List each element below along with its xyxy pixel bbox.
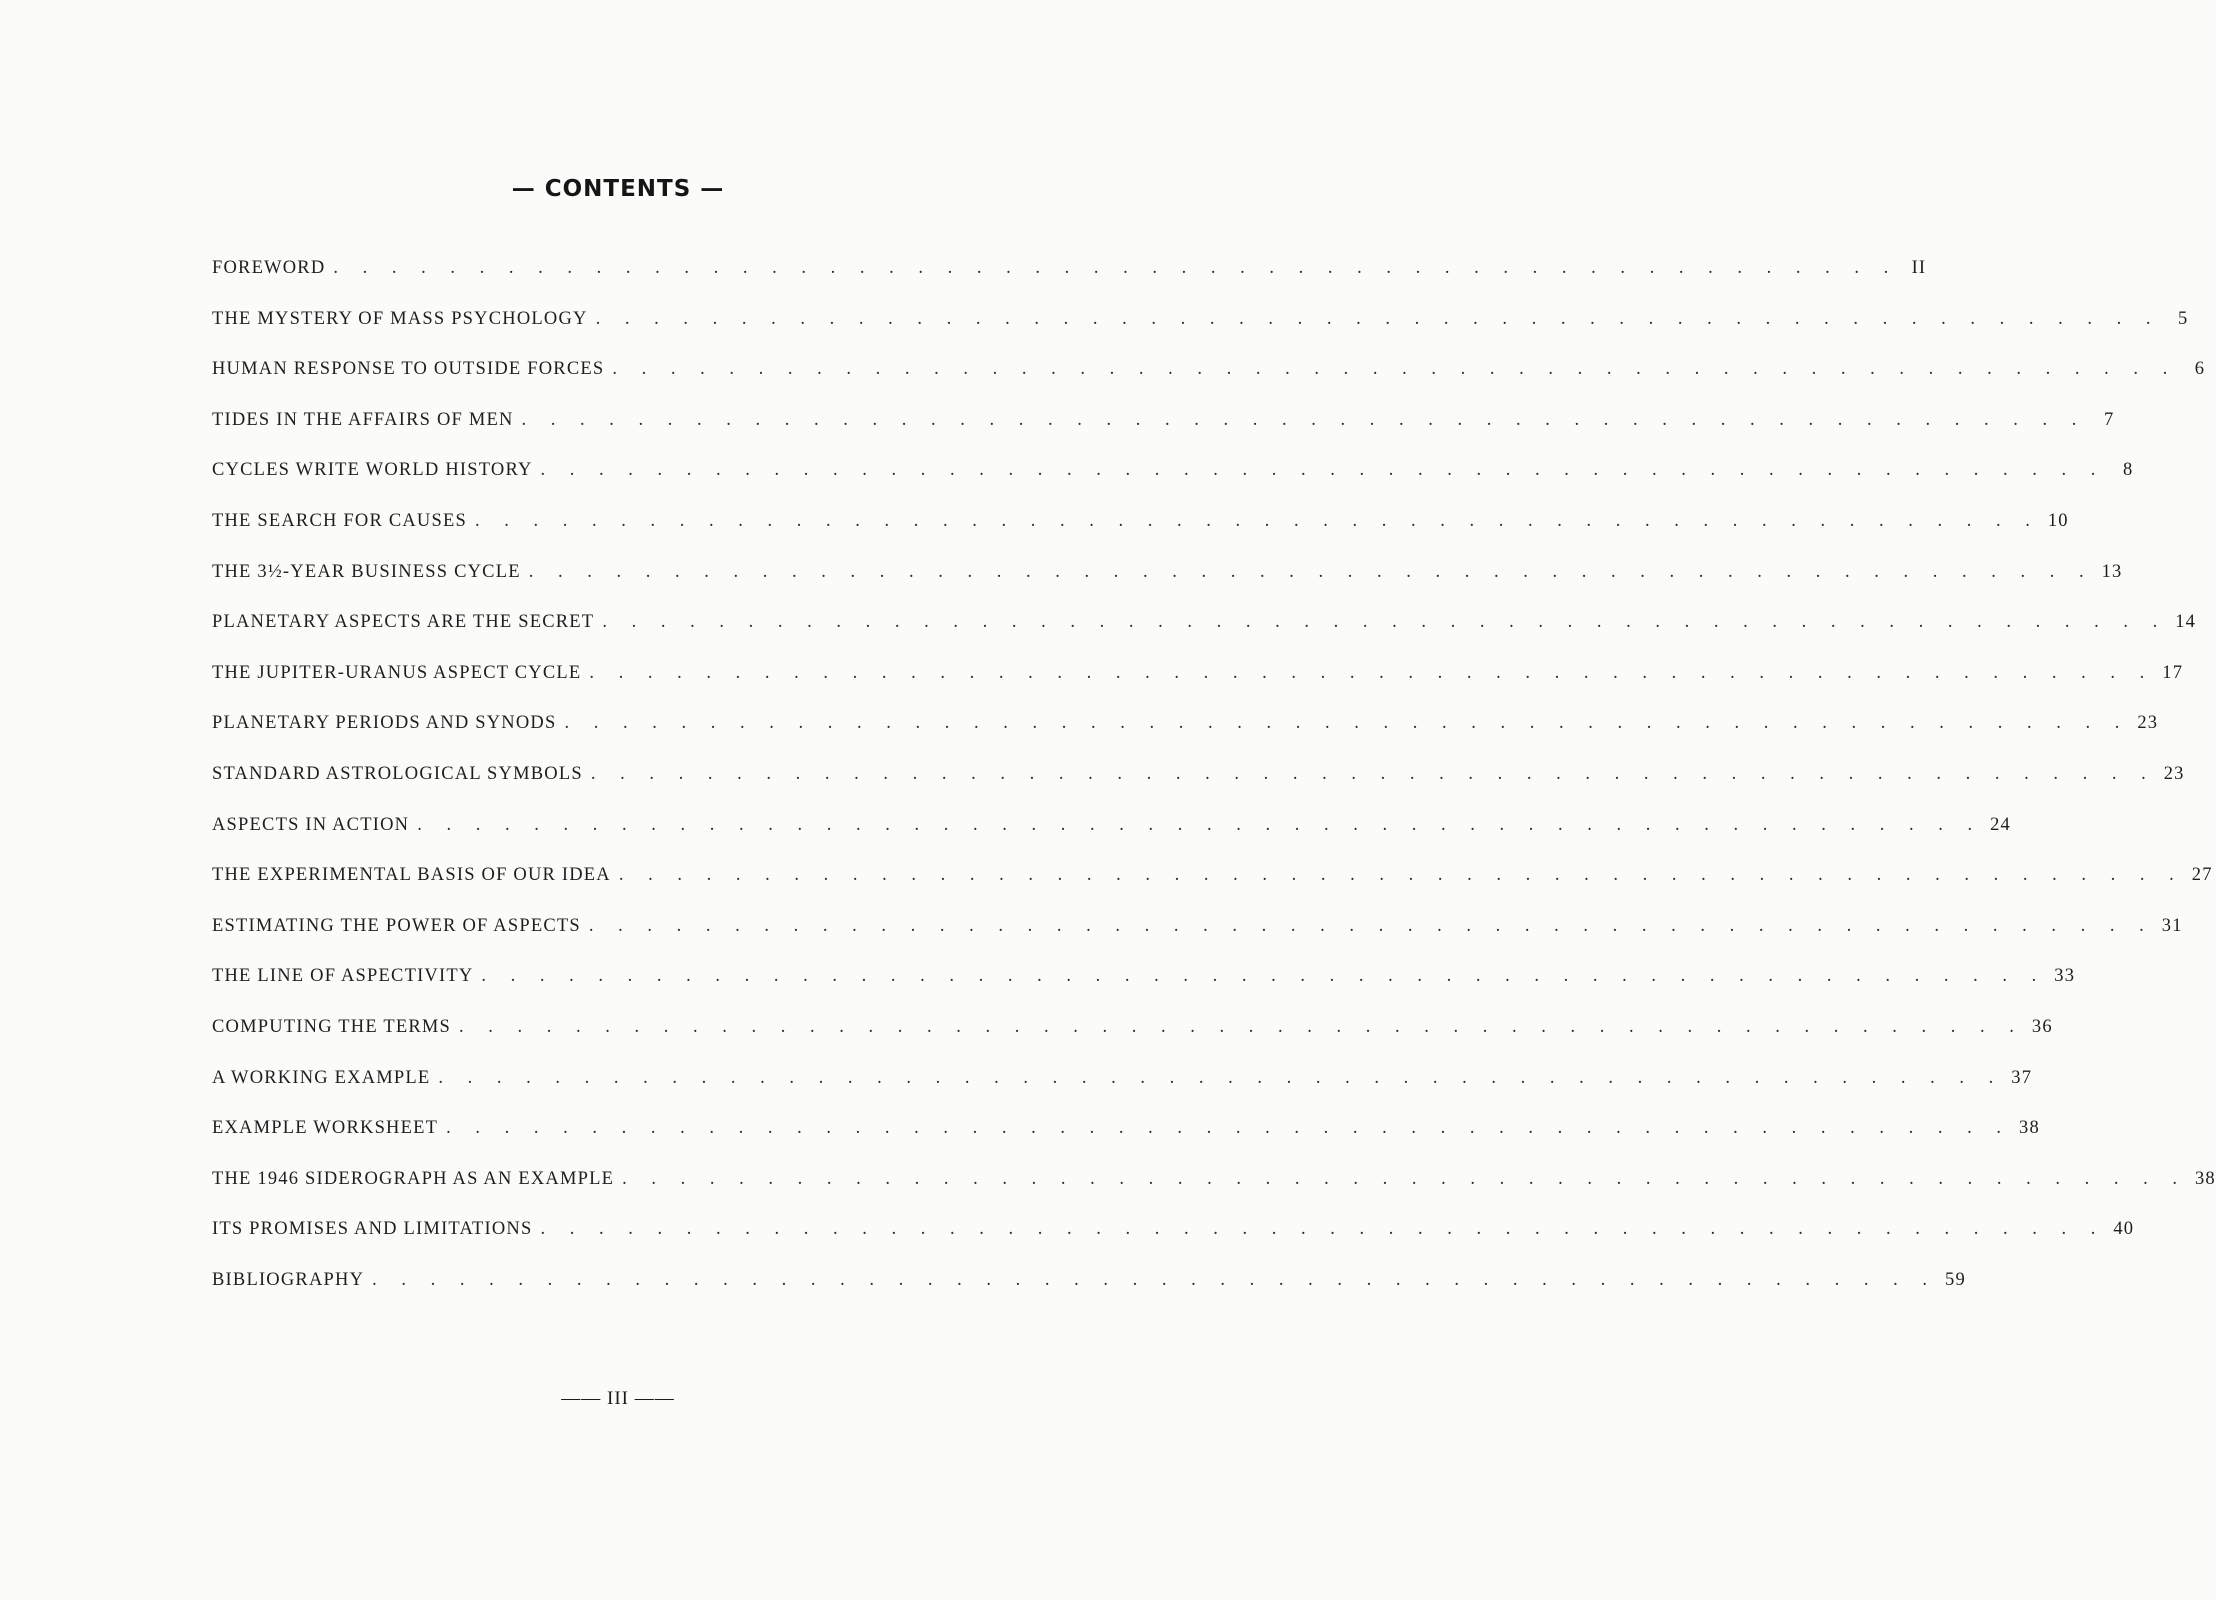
dot-leader: . . . . . . . . . . . . . . . . . . . . . . . . . . . . . . . . . . . . . . . . . . . . . . . . . . . . . . [589,662,2155,683]
toc-page-number: 38 [2019,1118,2040,1139]
dot-leader: . . . . . . . . . . . . . . . . . . . . . . . . . . . . . . . . . . . . . . . . . . . . . . . . . . . . . . [612,359,2178,380]
toc-entry [212,763,2185,815]
dot-leader: . . . . . . . . . . . . . . . . . . . . . . . . . . . . . . . . . . . . . . . . . . . . . . . . . . . . . . [372,1269,1938,1290]
toc-page-number: 7 [2103,409,2115,430]
toc-entry-title: EXAMPLE WORKSHEET [212,1118,439,1139]
toc-page-number: 59 [1945,1269,1966,1290]
toc-entry [212,1118,2040,1169]
dot-leader: . . . . . . . . . . . . . . . . . . . . . . . . . . . . . . . . . . . . . . . . . . . . . . . . . . . . . . [618,865,2184,886]
toc-page-number: 6 [2194,359,2206,380]
toc-entry [212,409,2115,461]
toc-page-number: 24 [1990,814,2011,835]
toc-entry-title: THE 3½-YEAR BUSINESS CYCLE [212,561,521,582]
dot-leader: . . . . . . . . . . . . . . . . . . . . . . . . . . . . . . . . . . . . . . . . . . . . . . . . . . . . . . [521,409,2087,430]
dot-leader: . . . . . . . . . . . . . . . . . . . . . . . . . . . . . . . . . . . . . . . . . . . . . . . . . . . . . . [474,510,2040,531]
dot-leader: . . . . . . . . . . . . . . . . . . . . . . . . . . . . . . . . . . . . . . . . . . . . . . . . . . . . . . [417,814,1983,835]
dot-leader: . . . . . . . . . . . . . . . . . . . . . . . . . . . . . . . . . . . . . . . . . . . . . . . . . . . . . . [588,915,2154,936]
dot-leader: . . . . . . . . . . . . . . . . . . . . . . . . . . . . . . . . . . . . . . . . . . . . . . . . . . . . . . [446,1118,2011,1139]
toc-entry-title: HUMAN RESPONSE TO OUTSIDE FORCES [212,359,605,380]
toc-page-number: 10 [2047,510,2069,531]
toc-entry-title: THE MYSTERY OF MASS PSYCHOLOGY [212,308,588,329]
toc-entry [212,814,2011,866]
toc-page-number: 27 [2191,865,2213,886]
toc-page-number: 23 [2137,713,2159,734]
toc-entry [212,460,2134,511]
toc-entry [212,561,2123,613]
dot-leader: . . . . . . . . . . . . . . . . . . . . . . . . . . . . . . . . . . . . . . . . . . . . . . . . . . . . . . [622,1168,2187,1189]
dot-leader: . . . . . . . . . . . . . . . . . . . . . . . . . . . . . . . . . . . . . . . . . . . . . . . . . . . . . . [481,966,2047,987]
toc-page-number: 40 [2113,1219,2135,1240]
toc-entry-title: BIBLIOGRAPHY [212,1269,365,1290]
dot-leader: . . . . . . . . . . . . . . . . . . . . . . . . . . . . . . . . . . . . . . . . . . . . . . . . . . . . . . [602,612,2168,633]
toc-page-number: 37 [2011,1067,2033,1088]
dot-leader: . . . . . . . . . . . . . . . . . . . . . . . . . . . . . . . . . . . . . . . . . . . . . . . . . . . . . . [528,561,2094,582]
dot-leader: . . . . . . . . . . . . . . . . . . . . . . . . . . . . . . . . . . . . . . . . . . . . . . . . . . . . . . [590,763,2156,784]
toc-entry-title: PLANETARY ASPECTS ARE THE SECRET [212,612,595,633]
toc-entry [212,966,2076,1017]
toc-entry-title: THE JUPITER-URANUS ASPECT CYCLE [212,662,582,683]
toc-entry-title: ITS PROMISES AND LIMITATIONS [212,1219,533,1240]
toc-entry-title: STANDARD ASTROLOGICAL SYMBOLS [212,763,583,784]
dot-leader: . . . . . . . . . . . . . . . . . . . . . . . . . . . . . . . . . . . . . . . . . . . . . . . . . . . . . . [333,258,1899,278]
toc-entry [212,1219,2135,1270]
toc-entry-title: FOREWORD [212,258,326,278]
dot-leader: . . . . . . . . . . . . . . . . . . . . . . . . . . . . . . . . . . . . . . . . . . . . . . . . . . . . . . [540,1219,2106,1240]
toc-page-number: 17 [2162,662,2184,683]
toc-entry [212,510,2069,562]
page-title: — CONTENTS — [511,176,725,202]
toc-entry-title: ASPECTS IN ACTION [212,814,410,835]
toc-entry [212,865,2213,916]
toc-entry-title: A WORKING EXAMPLE [212,1067,431,1088]
toc-entry-title: COMPUTING THE TERMS [212,1016,452,1037]
toc-entry-title: ESTIMATING THE POWER OF ASPECTS [212,915,581,936]
toc-entry-title: THE LINE OF ASPECTIVITY [212,966,474,987]
toc-entry [212,359,2206,410]
table-of-contents [212,258,2216,1320]
toc-entry [212,713,2159,764]
dot-leader: . . . . . . . . . . . . . . . . . . . . . . . . . . . . . . . . . . . . . . . . . . . . . . . . . . . . . . [459,1016,2024,1037]
toc-entry [212,612,2197,663]
toc-entry-title: PLANETARY PERIODS AND SYNODS [212,713,557,734]
toc-entry-title: THE SEARCH FOR CAUSES [212,510,467,531]
toc-entry [212,308,2189,360]
toc-entry-title: CYCLES WRITE WORLD HISTORY [212,460,533,481]
toc-entry-title: THE 1946 SIDEROGRAPH AS AN EXAMPLE [212,1168,615,1189]
toc-entry [212,915,2183,967]
dot-leader: . . . . . . . . . . . . . . . . . . . . . . . . . . . . . . . . . . . . . . . . . . . . . . . . . . . . . . [564,713,2130,734]
toc-entry-title: TIDES IN THE AFFAIRS OF MEN [212,409,514,430]
toc-page-number: 23 [2163,763,2185,784]
toc-entry [212,1016,2053,1068]
toc-page-number: 33 [2054,966,2076,987]
toc-entry [212,662,2184,714]
toc-entry [212,258,1927,309]
page-number: —— III —— [561,1388,675,1409]
toc-entry [212,1067,2033,1119]
toc-page-number: II [1911,258,1927,278]
toc-entry-title: THE EXPERIMENTAL BASIS OF OUR IDEA [212,865,611,886]
dot-leader: . . . . . . . . . . . . . . . . . . . . . . . . . . . . . . . . . . . . . . . . . . . . . . . . . . . . . . [540,460,2106,481]
dot-leader: . . . . . . . . . . . . . . . . . . . . . . . . . . . . . . . . . . . . . . . . . . . . . . . . . . . . . . [595,308,2161,329]
toc-page-number: 8 [2122,460,2134,481]
toc-entry [212,1168,2216,1220]
toc-page-number: 5 [2178,308,2189,329]
dot-leader: . . . . . . . . . . . . . . . . . . . . . . . . . . . . . . . . . . . . . . . . . . . . . . . . . . . . . . [438,1067,2004,1088]
toc-entry [212,1269,1966,1321]
toc-page-number: 14 [2175,612,2197,633]
toc-page-number: 13 [2101,561,2123,582]
toc-page-number: 38 [2194,1168,2216,1189]
toc-page-number: 36 [2031,1016,2053,1037]
toc-page-number: 31 [2161,915,2183,936]
